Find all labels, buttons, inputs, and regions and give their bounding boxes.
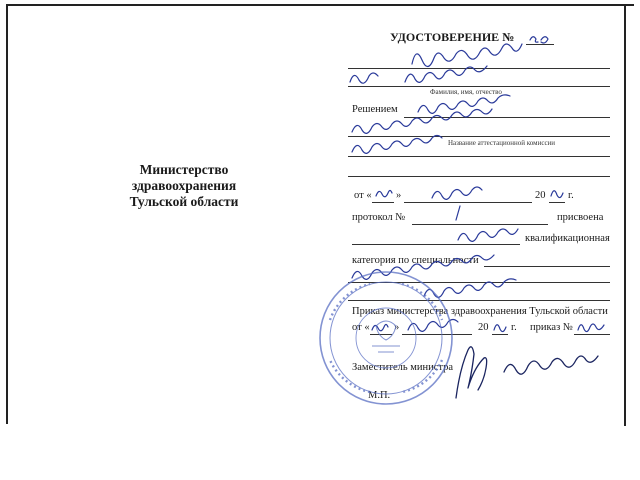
handwritten-month-scribble	[432, 187, 482, 199]
certificate-title: УДОСТОВЕРЕНИЕ №	[390, 30, 515, 44]
order-quote-close: »	[394, 322, 400, 333]
year-suffix: г.	[568, 190, 574, 201]
handwritten-order-number-scribble	[578, 324, 604, 332]
seal-place-label: М.П.	[368, 390, 391, 401]
handwritten-year-scribble	[551, 191, 563, 198]
protocol-label: протокол №	[352, 212, 406, 223]
order-title: Приказ министерства здравоохранения Тульской области	[352, 306, 608, 317]
handwritten-protocol-scribble	[456, 206, 460, 220]
order-date-from: от «	[352, 322, 370, 333]
organization-line-2: здравоохранения	[131, 178, 237, 193]
handwritten-day-scribble	[376, 191, 392, 197]
order-number-label: приказ №	[530, 322, 573, 333]
handwritten-specialty-scribble	[352, 255, 494, 279]
qualification-text: квалификационная	[525, 233, 610, 244]
deputy-signature	[456, 347, 598, 398]
organization-line-1: Министерство	[139, 162, 229, 177]
organization-line-3: Тульской области	[129, 194, 239, 209]
year-prefix: 20	[535, 190, 546, 201]
order-year-suffix: г.	[511, 322, 517, 333]
decision-label: Решением	[352, 104, 398, 115]
handwritten-order-day-scribble	[372, 325, 388, 331]
handwritten-order-year-scribble	[494, 325, 506, 332]
handwritten-commission-2-scribble	[352, 136, 442, 154]
assigned-text: присвоена	[557, 212, 604, 223]
handwritten-commission-scribble	[352, 109, 492, 133]
commission-caption: Название аттестационной комиссии	[448, 139, 556, 147]
handwritten-category-scribble	[458, 229, 518, 241]
handwritten-specialty-2-scribble	[424, 279, 516, 297]
deputy-minister-label: Заместитель министра	[352, 362, 454, 373]
round-stamp	[320, 272, 452, 404]
fio-caption: Фамилия, имя, отчество	[430, 88, 502, 96]
handwritten-number-scribble	[530, 37, 548, 43]
order-year-prefix: 20	[478, 322, 489, 333]
date-quote-close: »	[396, 190, 402, 201]
handwritten-decision-scribble	[418, 95, 510, 113]
date-from-label: от «	[354, 190, 372, 201]
specialty-label: категория по специальности	[352, 255, 479, 266]
handwritten-name-scribble	[350, 66, 487, 83]
handwritten-surname-scribble	[412, 44, 522, 67]
